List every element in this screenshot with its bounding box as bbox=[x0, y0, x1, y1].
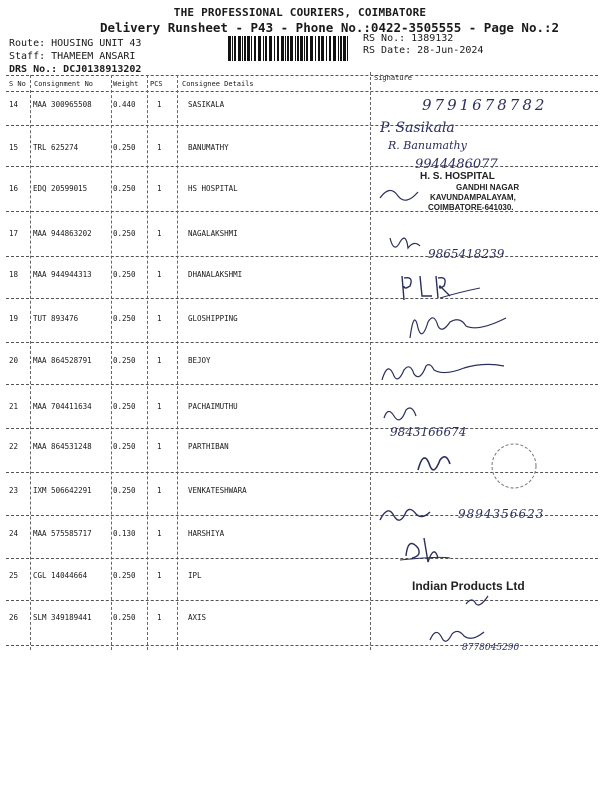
row-sno: 17 bbox=[9, 229, 19, 238]
drs-number: DRS No.: DCJ0138913202 bbox=[9, 64, 142, 75]
signature-phone-23: 9894356623 bbox=[458, 507, 545, 521]
row-weight: 0.440 bbox=[113, 100, 136, 109]
col-header-consignment: Consignment No bbox=[34, 80, 94, 88]
route-label: Route: HOUSING UNIT 43 bbox=[9, 38, 142, 49]
row-consignee: GLOSHIPPING bbox=[188, 314, 238, 323]
row-consignee: DHANALAKSHMI bbox=[188, 270, 243, 279]
row-consignment: MAA 575585717 bbox=[33, 529, 92, 538]
signature-row-15 bbox=[370, 115, 590, 175]
row-pcs: 1 bbox=[157, 184, 162, 193]
row-consignment: TRL 625274 bbox=[33, 143, 79, 152]
row-consignment: TUT 893476 bbox=[33, 314, 79, 323]
row-weight: 0.250 bbox=[113, 229, 136, 238]
col-header-sno: S No bbox=[9, 80, 26, 88]
row-weight: 0.250 bbox=[113, 270, 136, 279]
row-weight: 0.250 bbox=[113, 486, 136, 495]
row-consignment: SLM 349189441 bbox=[33, 613, 92, 622]
row-consignee: SASIKALA bbox=[188, 100, 225, 109]
signature-phone-26: 8778045290 bbox=[462, 643, 520, 653]
rs-number: RS No.: 1389132 bbox=[363, 33, 454, 44]
row-consignment: MAA 944944313 bbox=[33, 270, 92, 279]
signature-phone-21: 9843166674 bbox=[390, 425, 467, 439]
signature-name-15a: P. Sasikala bbox=[380, 120, 455, 136]
row-weight: 0.250 bbox=[113, 571, 136, 580]
row-sno: 23 bbox=[9, 486, 19, 495]
row-sno: 21 bbox=[9, 402, 19, 411]
signature-phone-17: 9865418239 bbox=[428, 247, 505, 261]
col-header-weight: Weight bbox=[113, 80, 139, 88]
row-weight: 0.250 bbox=[113, 613, 136, 622]
row-weight: 0.250 bbox=[113, 143, 136, 152]
row-consignee: PACHAIMUTHU bbox=[188, 402, 238, 411]
stamp-line-3: KAVUNDAMPALAYAM, bbox=[430, 193, 516, 202]
row-pcs: 1 bbox=[157, 442, 162, 451]
staff-label: Staff: THAMEEM ANSARI bbox=[9, 51, 136, 62]
col-header-signature: Signature bbox=[374, 74, 412, 82]
row-pcs: 1 bbox=[157, 486, 162, 495]
row-consignee: HS HOSPITAL bbox=[188, 184, 238, 193]
signature-row-26 bbox=[370, 612, 590, 672]
row-pcs: 1 bbox=[157, 356, 162, 365]
row-sno: 18 bbox=[9, 270, 19, 279]
row-pcs: 1 bbox=[157, 613, 162, 622]
row-consignee: HARSHIYA bbox=[188, 529, 225, 538]
row-consignment: IXM 506642291 bbox=[33, 486, 92, 495]
row-sno: 20 bbox=[9, 356, 19, 365]
row-consignee: IPL bbox=[188, 571, 202, 580]
row-pcs: 1 bbox=[157, 314, 162, 323]
runsheet-title: Delivery Runsheet - P43 - Phone No.:0422-3505555 - Page No.:2 bbox=[100, 20, 560, 35]
row-pcs: 1 bbox=[157, 229, 162, 238]
row-weight: 0.250 bbox=[113, 356, 136, 365]
row-sno: 19 bbox=[9, 314, 19, 323]
row-sno: 14 bbox=[9, 100, 19, 109]
barcode-icon bbox=[228, 36, 350, 61]
stamp-line-1: H. S. HOSPITAL bbox=[420, 171, 495, 182]
row-consignee: BANUMATHY bbox=[188, 143, 229, 152]
row-consignment: MAA 864528791 bbox=[33, 356, 92, 365]
row-consignment: MAA 704411634 bbox=[33, 402, 92, 411]
signature-phone-15: 9944486077 bbox=[415, 157, 498, 172]
row-pcs: 1 bbox=[157, 270, 162, 279]
row-consignee: NAGALAKSHMI bbox=[188, 229, 238, 238]
stamp-company: Indian Products Ltd bbox=[412, 579, 525, 593]
row-pcs: 1 bbox=[157, 571, 162, 580]
col-header-consignee: Consignee Details bbox=[182, 80, 254, 88]
row-weight: 0.250 bbox=[113, 402, 136, 411]
row-pcs: 1 bbox=[157, 143, 162, 152]
row-sno: 25 bbox=[9, 571, 19, 580]
row-consignee: AXIS bbox=[188, 613, 207, 622]
row-pcs: 1 bbox=[157, 100, 162, 109]
row-sno: 26 bbox=[9, 613, 19, 622]
row-consignee: BEJOY bbox=[188, 356, 211, 365]
row-consignee: VENKATESHWARA bbox=[188, 486, 247, 495]
row-weight: 0.250 bbox=[113, 442, 136, 451]
signature-phone-14: 9791678782 bbox=[422, 96, 548, 114]
stamp-line-2: GANDHI NAGAR bbox=[456, 183, 520, 192]
row-sno: 22 bbox=[9, 442, 19, 451]
row-consignment: EDQ 20599015 bbox=[33, 184, 88, 193]
company-title: THE PROFESSIONAL COURIERS, COIMBATORE bbox=[173, 6, 427, 19]
signature-name-15b: R. Banumathy bbox=[388, 139, 467, 152]
row-pcs: 1 bbox=[157, 402, 162, 411]
row-consignment: MAA 300965508 bbox=[33, 100, 92, 109]
row-pcs: 1 bbox=[157, 529, 162, 538]
row-sno: 15 bbox=[9, 143, 19, 152]
row-consignment: CGL 14044664 bbox=[33, 571, 88, 580]
row-sno: 16 bbox=[9, 184, 19, 193]
row-consignment: MAA 944863202 bbox=[33, 229, 92, 238]
hospital-stamp bbox=[370, 168, 590, 228]
row-consignee: PARTHIBAN bbox=[188, 442, 229, 451]
row-weight: 0.250 bbox=[113, 314, 136, 323]
row-consignment: MAA 864531248 bbox=[33, 442, 92, 451]
stamp-line-4: COIMBATORE-641030. bbox=[428, 203, 514, 212]
row-weight: 0.130 bbox=[113, 529, 136, 538]
rs-date: RS Date: 28-Jun-2024 bbox=[363, 45, 484, 56]
row-weight: 0.250 bbox=[113, 184, 136, 193]
col-header-pcs: PCS bbox=[150, 80, 163, 88]
row-sno: 24 bbox=[9, 529, 19, 538]
